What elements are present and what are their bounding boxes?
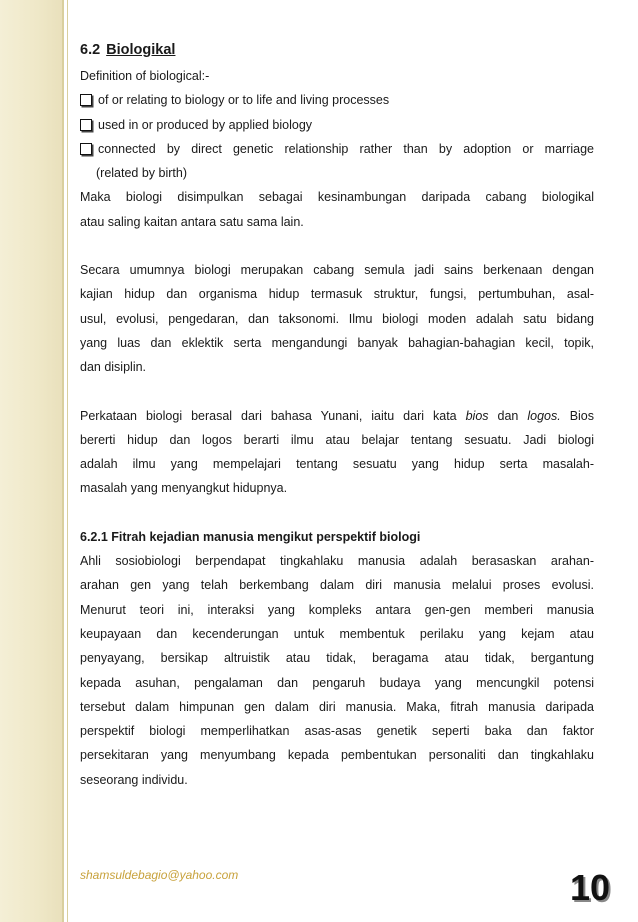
term-logos: logos. xyxy=(527,408,561,423)
paragraph-line: Menurut teori ini, interaksi yang kompleks antara gen-gen memberi manusia xyxy=(80,602,594,617)
definition-item xyxy=(80,113,594,137)
paragraph-gap xyxy=(80,234,594,258)
text-run: dan xyxy=(488,408,528,423)
paragraph-line: seseorang individu. xyxy=(80,772,188,787)
paragraph-line: penyayang, bersikap altruistik atau tidak, beragama atau tidak, bergantung xyxy=(80,651,594,666)
paragraph-line: keupayaan dan kecenderungan untuk membentuk perilaku yang kejam atau xyxy=(80,626,594,641)
paragraph-line: persekitaran yang menyumbang kepada pembentukan personaliti dan tingkahlaku xyxy=(80,748,594,763)
paragraph-gap xyxy=(80,380,594,404)
subsection-heading: 6.2.1 Fitrah kejadian manusia mengikut perspektif biologi xyxy=(80,529,421,544)
definition-continuation: (related by birth) xyxy=(96,166,188,181)
checkbox-bullet-icon xyxy=(80,119,92,131)
text-run: Perkataan biologi berasal dari bahasa Yunani, iaitu dari kata xyxy=(80,408,466,423)
paragraph-line: dan disiplin. xyxy=(80,360,147,375)
checkbox-bullet-icon xyxy=(80,143,92,155)
paragraph-line: tersebut dalam himpunan gen dalam diri manusia. Maka, fitrah manusia daripada xyxy=(80,699,594,714)
paragraph-line: usul, evolusi, pengedaran, dan taksonomi. Ilmu biologi moden adalah satu bidang xyxy=(80,311,594,326)
section-heading xyxy=(80,40,594,60)
section-title: Biologikal xyxy=(106,42,176,58)
paragraph-line: Maka biologi disimpulkan sebagai kesinambungan daripada cabang biologikal xyxy=(80,190,594,205)
paragraph-line: perspektif biologi memperlihatkan asas-asas genetik seperti baka dan faktor xyxy=(80,724,594,739)
definition-item xyxy=(80,137,594,161)
paragraph-line: Ahli sosiobiologi berpendapat tingkahlaku manusia adalah berasaskan arahan- xyxy=(80,554,594,569)
definition-intro: Definition of biological:- xyxy=(80,69,210,83)
page-number: 10 xyxy=(570,867,611,908)
checkbox-bullet-icon xyxy=(80,94,92,106)
definition-item xyxy=(80,88,594,112)
definition-text: connected by direct genetic relationship rather than by adoption or marriage xyxy=(98,141,594,156)
decorative-left-band xyxy=(0,0,62,922)
definition-text: used in or produced by applied biology xyxy=(98,117,313,132)
paragraph-line: yang luas dan eklektik serta mengandungi banyak bahagian-bahagian kecil, topik, xyxy=(80,335,594,350)
band-rule xyxy=(62,0,64,922)
paragraph-line: atau saling kaitan antara satu sama lain. xyxy=(80,214,304,229)
band-rule-inner xyxy=(67,0,68,922)
page-content xyxy=(80,40,594,792)
text-run: Bios xyxy=(560,408,595,423)
paragraph-gap xyxy=(80,501,594,525)
paragraph-line: kepada asuhan, pengalaman dan pengaruh budaya yang mencungkil potensi xyxy=(80,675,594,690)
definition-text: of or relating to biology or to life and living processes xyxy=(98,93,390,108)
paragraph-line: Secara umumnya biologi merupakan cabang semula jadi sains berkenaan dengan xyxy=(80,263,594,278)
paragraph-line: arahan gen yang telah berkembang dalam diri manusia melalui proses evolusi. xyxy=(80,578,594,593)
paragraph-line: adalah ilmu yang mempelajari tentang sesuatu yang hidup serta masalah- xyxy=(80,457,594,472)
paragraph-line: kajian hidup dan organisma hidup termasuk struktur, fungsi, pertumbuhan, asal- xyxy=(80,287,594,302)
section-number: 6.2 xyxy=(80,42,101,58)
paragraph-line xyxy=(80,404,594,428)
footer-email: shamsuldebagio@yahoo.com xyxy=(80,868,239,882)
paragraph-line: bererti hidup dan logos berarti ilmu atau belajar tentang sesuatu. Jadi biologi xyxy=(80,432,594,447)
term-bios: bios xyxy=(465,408,489,423)
paragraph-line: masalah yang menyangkut hidupnya. xyxy=(80,481,288,496)
